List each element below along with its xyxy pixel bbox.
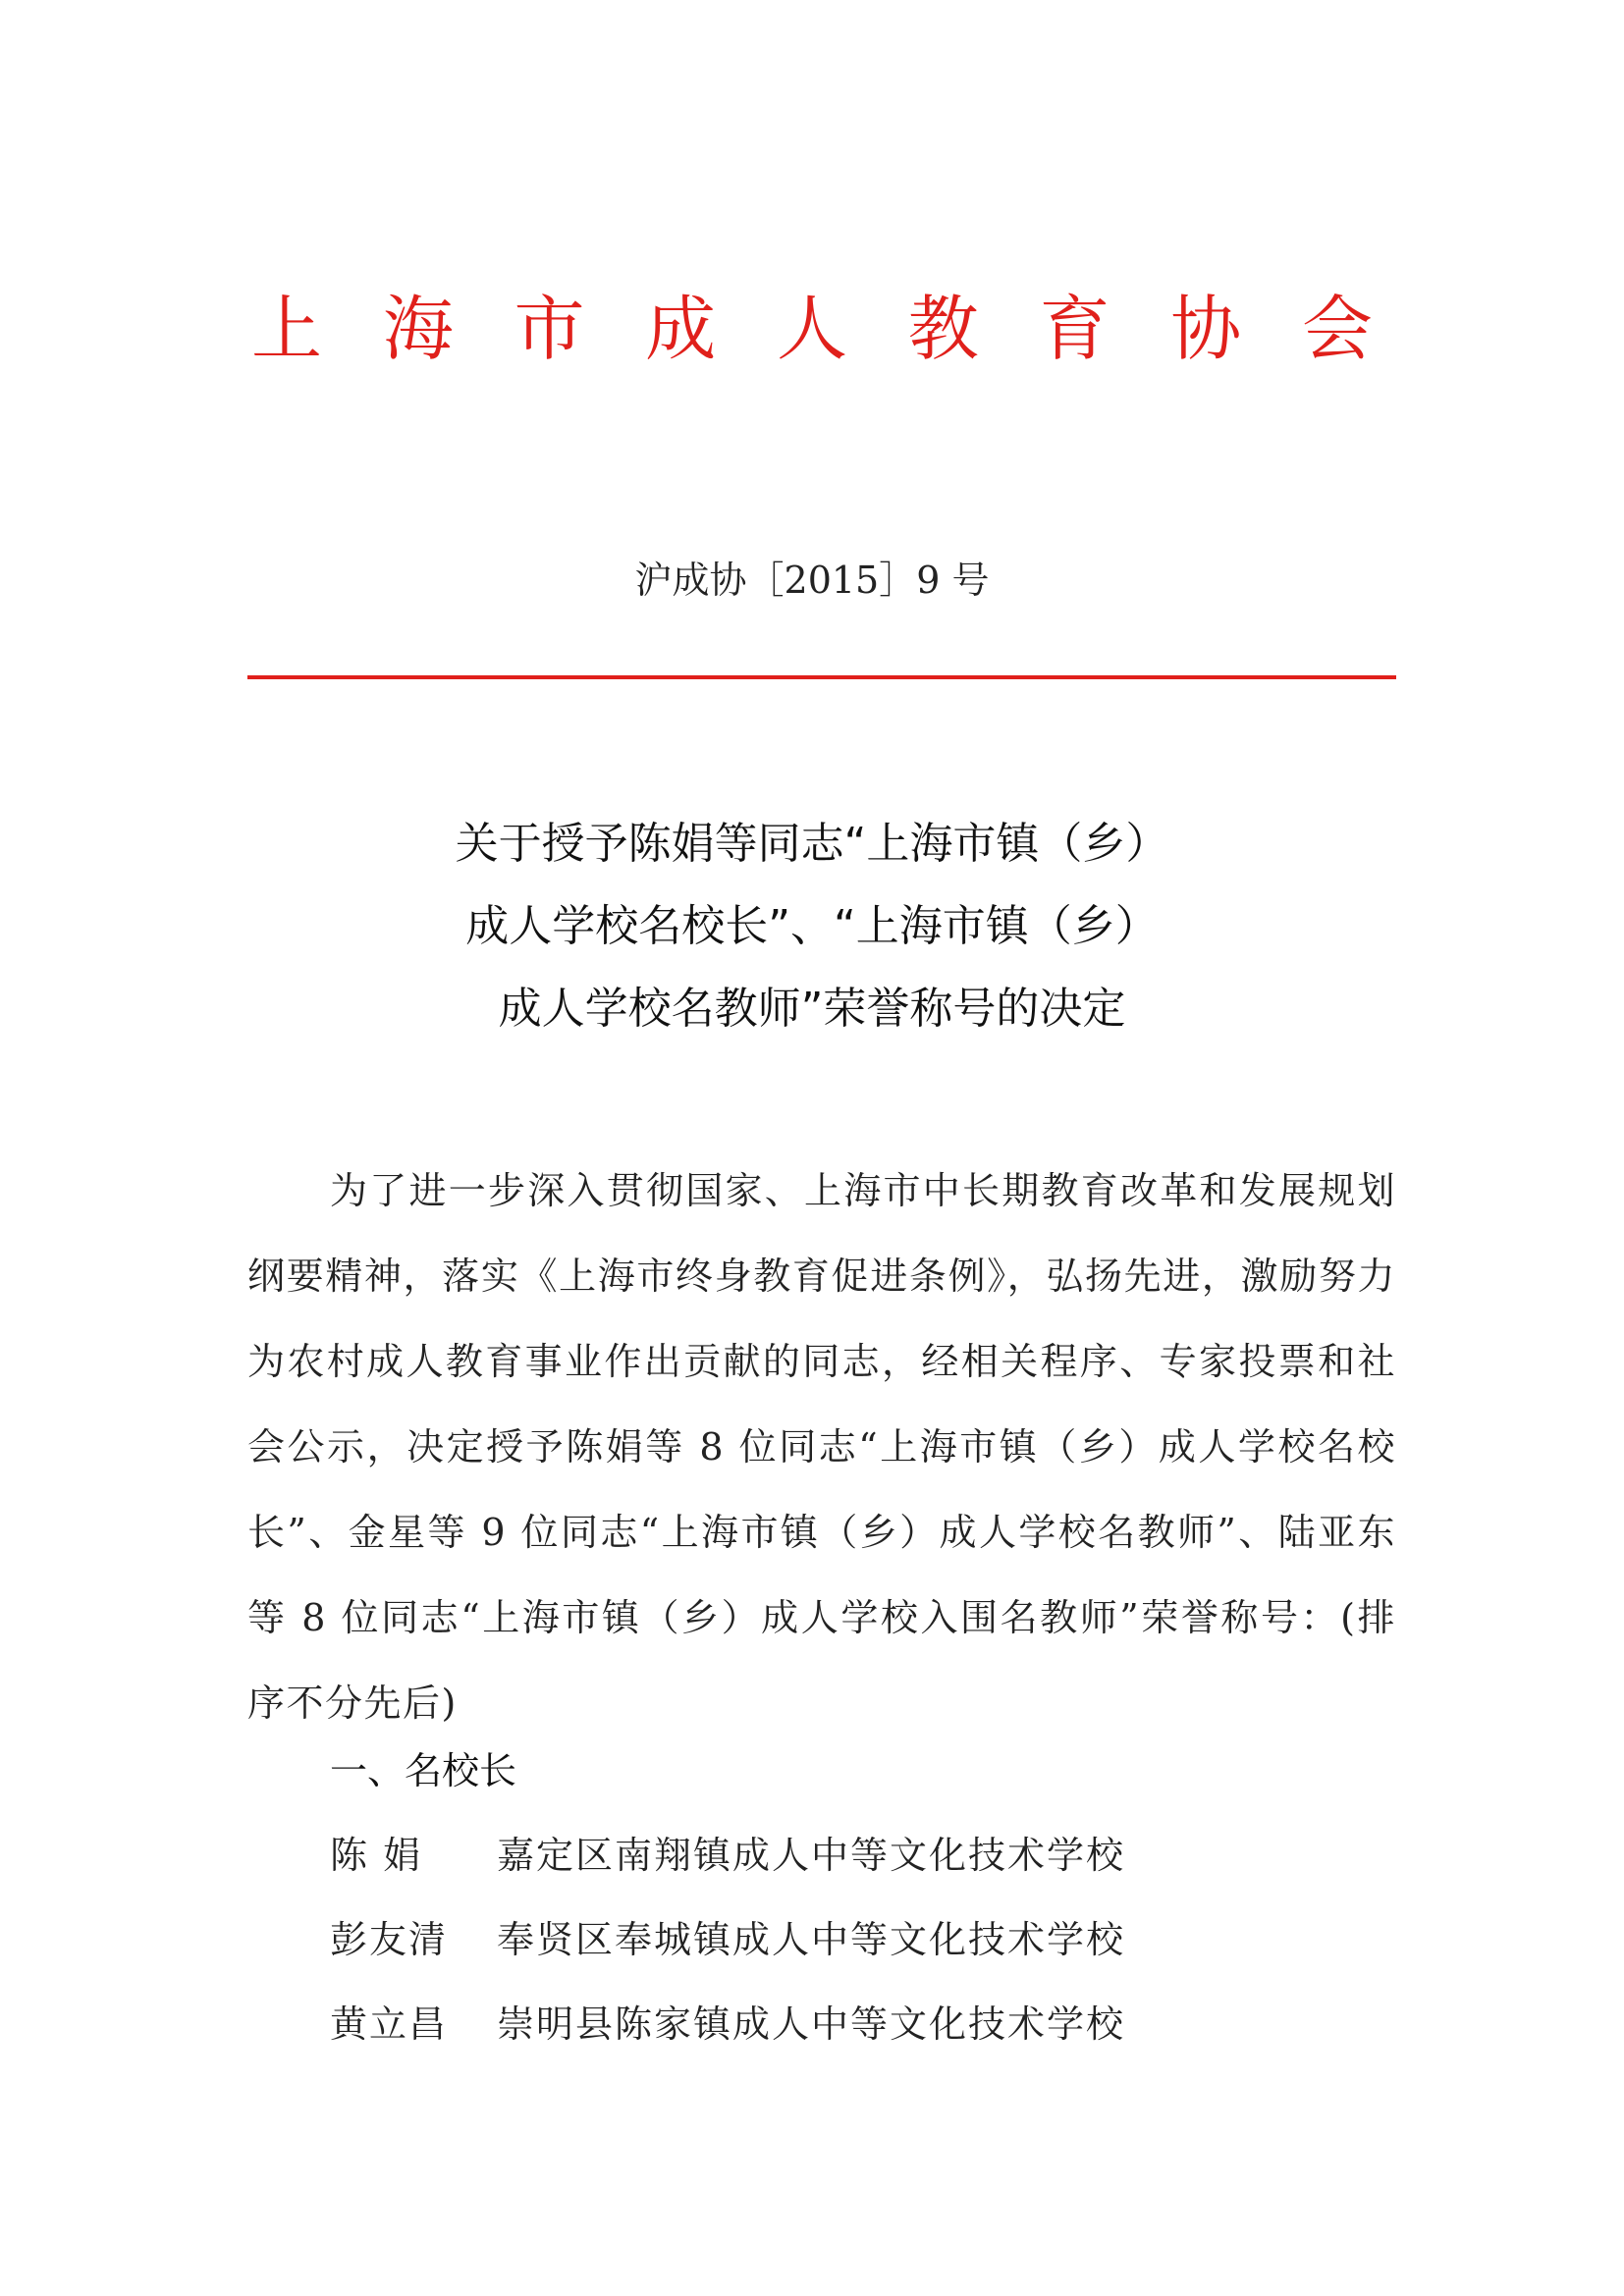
- list-item: [330, 1828, 1125, 1883]
- list-item: [330, 1912, 1125, 1967]
- org-title-char: 成: [645, 288, 717, 370]
- org-title-char: 海: [382, 288, 454, 370]
- person-school: 崇明县陈家镇成人中等文化技术学校: [497, 2002, 1126, 2046]
- body-paragraph: 为了进一步深入贯彻国家、上海市中长期教育改革和发展规划纲要精神，落实《上海市终身教育促进条例》，弘扬先进，激励努力为农村成人教育事业作出贡献的同志，经相关程序、专家投票和社会公示，决定授予陈娟等 8 位同志“上海市镇（乡）成人学校名校长”、金星等 9 位同志“上海市镇（乡）成人学校名教师”、陆亚东等 8 位同志“上海市镇（乡）成人学校入围名教师”荣誉称号：(排序不分先后): [247, 1169, 1396, 1725]
- document-number: 沪成协［2015］9 号: [634, 559, 990, 602]
- person-name: 陈 娟: [330, 1834, 423, 1877]
- document-title-line-3: 成人学校名教师”荣誉称号的决定: [498, 984, 1126, 1034]
- person-school: 嘉定区南翔镇成人中等文化技术学校: [497, 1834, 1126, 1877]
- org-title-char: 市: [514, 288, 585, 370]
- person-name: 黄立昌: [330, 2002, 449, 2046]
- document-title-line-1: 关于授予陈娟等同志“上海市镇（乡）: [455, 819, 1169, 869]
- person-name: 彭友清: [330, 1918, 449, 1961]
- list-item: [330, 1997, 1125, 2052]
- org-title-char: 会: [1301, 288, 1373, 370]
- org-title-char: 育: [1039, 288, 1110, 370]
- red-divider-line: [247, 675, 1396, 679]
- document-title-line-2: 成人学校名校长”、“上海市镇（乡）: [465, 901, 1159, 951]
- org-title-char: 人: [776, 288, 847, 370]
- organization-title: [247, 285, 1377, 373]
- person-school: 奉贤区奉城镇成人中等文化技术学校: [497, 1918, 1126, 1961]
- org-title-char: 协: [1170, 288, 1242, 370]
- org-title-char: 教: [907, 288, 979, 370]
- section-heading: 一、名校长: [330, 1749, 517, 1792]
- org-title-char: 上: [250, 288, 322, 370]
- document-title: [0, 803, 1624, 1050]
